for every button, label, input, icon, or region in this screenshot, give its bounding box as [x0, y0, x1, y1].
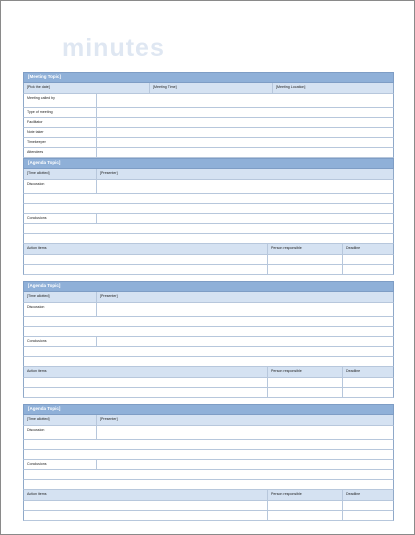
blank-row[interactable] [23, 470, 394, 480]
meeting-topic-header[interactable] [23, 72, 394, 83]
action-items-header [23, 244, 394, 255]
action-item-row[interactable] [23, 501, 394, 511]
conclusions-label: Conclusions [27, 339, 47, 343]
page-title: minutes [62, 34, 165, 62]
discussion-value[interactable] [96, 180, 97, 193]
discussion-value[interactable] [96, 303, 97, 316]
agenda-topic-header[interactable] [23, 158, 394, 169]
blank-row[interactable] [23, 204, 394, 214]
time-allotted-field[interactable]: [Time allotted] [27, 171, 50, 175]
meeting-field-label: Meeting called by [27, 96, 55, 100]
discussion-label: Discussion [27, 428, 45, 432]
deadline-label: Deadline [346, 369, 361, 373]
presenter-cell[interactable] [96, 415, 118, 425]
deadline-cell [342, 244, 361, 254]
time-allotted-field[interactable]: [Time allotted] [27, 294, 50, 298]
blank-row[interactable] [23, 317, 394, 327]
person-cell [267, 244, 302, 254]
meeting-field-label: Type of meeting [27, 110, 53, 114]
meeting-date-field[interactable]: [Pick the date] [27, 85, 50, 89]
deadline-cell [342, 367, 361, 377]
action-item-row[interactable] [23, 378, 394, 388]
person-value[interactable] [267, 501, 268, 510]
meeting-field-label: Facilitator [27, 120, 43, 124]
deadline-value[interactable] [342, 501, 343, 510]
action-item-row[interactable] [23, 511, 394, 521]
discussion-label: Discussion [27, 182, 45, 186]
meeting-field-label: Timekeeper [27, 140, 46, 144]
blank-row[interactable] [23, 450, 394, 460]
person-label: Person responsible [271, 492, 302, 496]
meeting-field-row[interactable] [23, 108, 394, 118]
presenter-cell[interactable] [96, 292, 118, 302]
meeting-topic-label: [Meeting Topic] [28, 74, 61, 79]
meeting-location-field: [Meeting Location] [276, 85, 306, 89]
blank-row[interactable] [23, 440, 394, 450]
presenter-field: [Presenter] [100, 417, 118, 421]
presenter-cell[interactable] [96, 169, 118, 179]
agenda-topic-label: [Agenda Topic] [28, 160, 61, 165]
meeting-time-field: [Meeting Time] [153, 85, 177, 89]
person-value[interactable] [267, 265, 268, 274]
meeting-location-cell[interactable] [272, 83, 306, 93]
minutes-form [23, 72, 394, 521]
blank-row[interactable] [23, 347, 394, 357]
person-value[interactable] [267, 378, 268, 387]
deadline-label: Deadline [346, 246, 361, 250]
deadline-value[interactable] [342, 511, 343, 520]
meeting-field-row[interactable] [23, 138, 394, 148]
meeting-field-label: Attendees [27, 150, 44, 154]
conclusions-value[interactable] [96, 337, 97, 346]
discussion-row[interactable] [23, 303, 394, 317]
conclusions-value[interactable] [96, 460, 97, 469]
deadline-value[interactable] [342, 378, 343, 387]
meeting-field-row[interactable] [23, 148, 394, 158]
blank-row[interactable] [23, 357, 394, 367]
deadline-value[interactable] [342, 388, 343, 397]
person-cell [267, 490, 302, 500]
time-allotted-field[interactable]: [Time allotted] [27, 417, 50, 421]
discussion-value[interactable] [96, 426, 97, 439]
presenter-field: [Presenter] [100, 294, 118, 298]
meeting-field-value[interactable] [96, 108, 97, 117]
deadline-cell [342, 490, 361, 500]
blank-row[interactable] [23, 234, 394, 244]
action-items-header [23, 490, 394, 501]
action-items-label: Action items [27, 246, 47, 250]
deadline-value[interactable] [342, 255, 343, 264]
person-value[interactable] [267, 388, 268, 397]
meeting-field-value[interactable] [96, 94, 97, 107]
discussion-row[interactable] [23, 180, 394, 194]
conclusions-row[interactable] [23, 214, 394, 224]
meeting-field-row[interactable] [23, 118, 394, 128]
agenda-topic-label: [Agenda Topic] [28, 406, 61, 411]
person-value[interactable] [267, 511, 268, 520]
person-label: Person responsible [271, 369, 302, 373]
person-value[interactable] [267, 255, 268, 264]
agenda-topic-label: [Agenda Topic] [28, 283, 61, 288]
conclusions-value[interactable] [96, 214, 97, 223]
person-label: Person responsible [271, 246, 302, 250]
blank-row[interactable] [23, 480, 394, 490]
meeting-field-row[interactable] [23, 128, 394, 138]
meeting-field-value[interactable] [96, 128, 97, 137]
discussion-label: Discussion [27, 305, 45, 309]
meeting-field-value[interactable] [96, 148, 97, 157]
meeting-field-value[interactable] [96, 138, 97, 147]
blank-row[interactable] [23, 327, 394, 337]
conclusions-row[interactable] [23, 460, 394, 470]
agenda-info-row [23, 415, 394, 426]
conclusions-row[interactable] [23, 337, 394, 347]
meeting-field-value[interactable] [96, 118, 97, 127]
action-items-label: Action items [27, 492, 47, 496]
discussion-row[interactable] [23, 426, 394, 440]
meeting-time-cell[interactable] [149, 83, 177, 93]
meeting-field-row[interactable] [23, 94, 394, 108]
conclusions-label: Conclusions [27, 462, 47, 466]
action-item-row[interactable] [23, 265, 394, 275]
deadline-label: Deadline [346, 492, 361, 496]
action-item-row[interactable] [23, 255, 394, 265]
person-cell [267, 367, 302, 377]
agenda-topic-header[interactable] [23, 404, 394, 415]
conclusions-label: Conclusions [27, 216, 47, 220]
blank-row[interactable] [23, 224, 394, 234]
blank-row[interactable] [23, 194, 394, 204]
meeting-info-row [23, 83, 394, 94]
action-items-header [23, 367, 394, 378]
action-item-row[interactable] [23, 388, 394, 398]
action-items-label: Action items [27, 369, 47, 373]
deadline-value[interactable] [342, 265, 343, 274]
agenda-topic-header[interactable] [23, 281, 394, 292]
agenda-info-row [23, 169, 394, 180]
agenda-info-row [23, 292, 394, 303]
presenter-field: [Presenter] [100, 171, 118, 175]
meeting-field-label: Note taker [27, 130, 44, 134]
